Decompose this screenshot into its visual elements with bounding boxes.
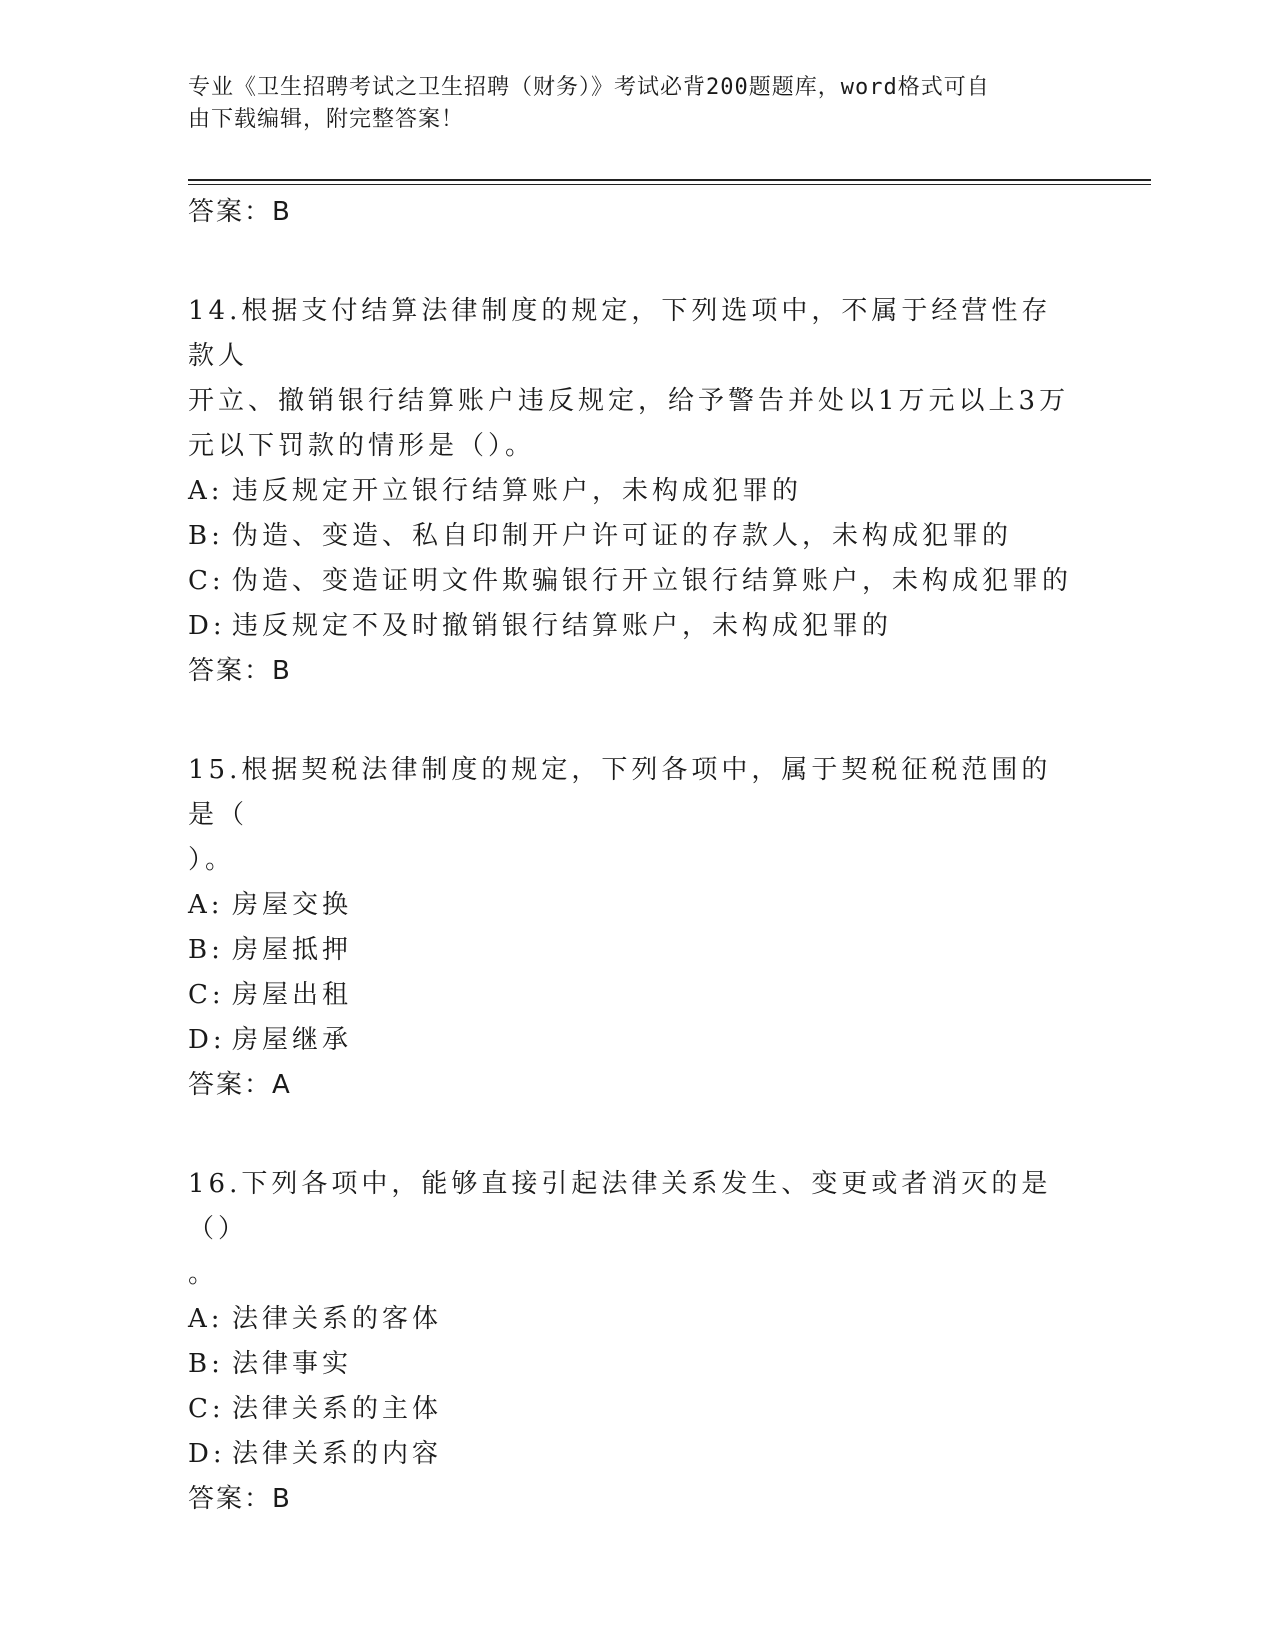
option-key: C:	[188, 1394, 225, 1424]
option-text: 房屋抵押	[232, 935, 353, 965]
option-a	[188, 1297, 1078, 1342]
option-key: A:	[188, 890, 224, 920]
option-key: A:	[188, 476, 224, 506]
option-b	[188, 1342, 1078, 1387]
header-line-2: 由下载编辑，附完整答案！	[188, 107, 465, 132]
spacer	[188, 693, 1078, 748]
option-key: C:	[188, 566, 225, 596]
answer-line: 答案：B	[188, 197, 292, 227]
option-key: A:	[188, 1304, 224, 1334]
option-c	[188, 559, 1078, 604]
option-text: 房屋出租	[232, 980, 353, 1010]
option-text: 法律关系的内容	[232, 1439, 443, 1469]
header-rule-thin	[188, 184, 1151, 185]
option-a	[188, 883, 1078, 928]
document-header	[188, 72, 1068, 136]
option-text: 房屋继承	[232, 1025, 353, 1055]
option-a	[188, 469, 1078, 514]
option-text: 违反规定不及时撤销银行结算账户，未构成犯罪的	[232, 611, 893, 641]
question-block	[188, 1162, 1078, 1521]
option-key: D:	[188, 1439, 226, 1469]
option-key: B:	[188, 521, 224, 551]
option-text: 法律事实	[232, 1349, 353, 1379]
question-line: 16.下列各项中，能够直接引起法律关系发生、变更或者消灭的是（）	[188, 1169, 1052, 1244]
question-line: 开立、撤销银行结算账户违反规定，给予警告并处以1万元以上3万	[188, 386, 1070, 416]
option-d	[188, 604, 1078, 649]
option-d	[188, 1432, 1078, 1477]
option-text: 伪造、变造证明文件欺骗银行开立银行结算账户，未构成犯罪的	[232, 566, 1073, 596]
header-rule-thick	[188, 179, 1151, 181]
question-text	[188, 748, 1078, 883]
question-text	[188, 1162, 1078, 1297]
answer-line: 答案：B	[188, 656, 292, 686]
option-text: 法律关系的主体	[232, 1394, 443, 1424]
question-text	[188, 289, 1078, 469]
option-text: 伪造、变造、私自印制开户许可证的存款人，未构成犯罪的	[232, 521, 1013, 551]
option-key: D:	[188, 1025, 226, 1055]
option-text: 违反规定开立银行结算账户，未构成犯罪的	[232, 476, 803, 506]
option-b	[188, 928, 1078, 973]
option-d	[188, 1018, 1078, 1063]
answer-line: 答案：B	[188, 1484, 292, 1514]
question-line: 。	[188, 1259, 219, 1289]
question-line: ）。	[188, 845, 236, 875]
question-line: 15.根据契税法律制度的规定，下列各项中，属于契税征税范围的是（	[188, 755, 1052, 830]
question-line: 元以下罚款的情形是（）。	[188, 431, 536, 461]
question-block	[188, 748, 1078, 1107]
document-body	[188, 190, 1078, 1521]
spacer	[188, 1107, 1078, 1162]
option-key: B:	[188, 935, 224, 965]
header-line-1: 专业《卫生招聘考试之卫生招聘（财务）》考试必背200题题库，word格式可自	[188, 75, 990, 100]
option-key: B:	[188, 1349, 224, 1379]
option-text: 法律关系的客体	[232, 1304, 443, 1334]
option-c	[188, 973, 1078, 1018]
option-b	[188, 514, 1078, 559]
option-c	[188, 1387, 1078, 1432]
option-key: D:	[188, 611, 226, 641]
question-line: 14.根据支付结算法律制度的规定，下列选项中，不属于经营性存款人	[188, 296, 1052, 371]
option-key: C:	[188, 980, 225, 1010]
option-text: 房屋交换	[232, 890, 353, 920]
answer-line: 答案：A	[188, 1070, 292, 1100]
question-block	[188, 289, 1078, 693]
spacer	[188, 234, 1078, 289]
